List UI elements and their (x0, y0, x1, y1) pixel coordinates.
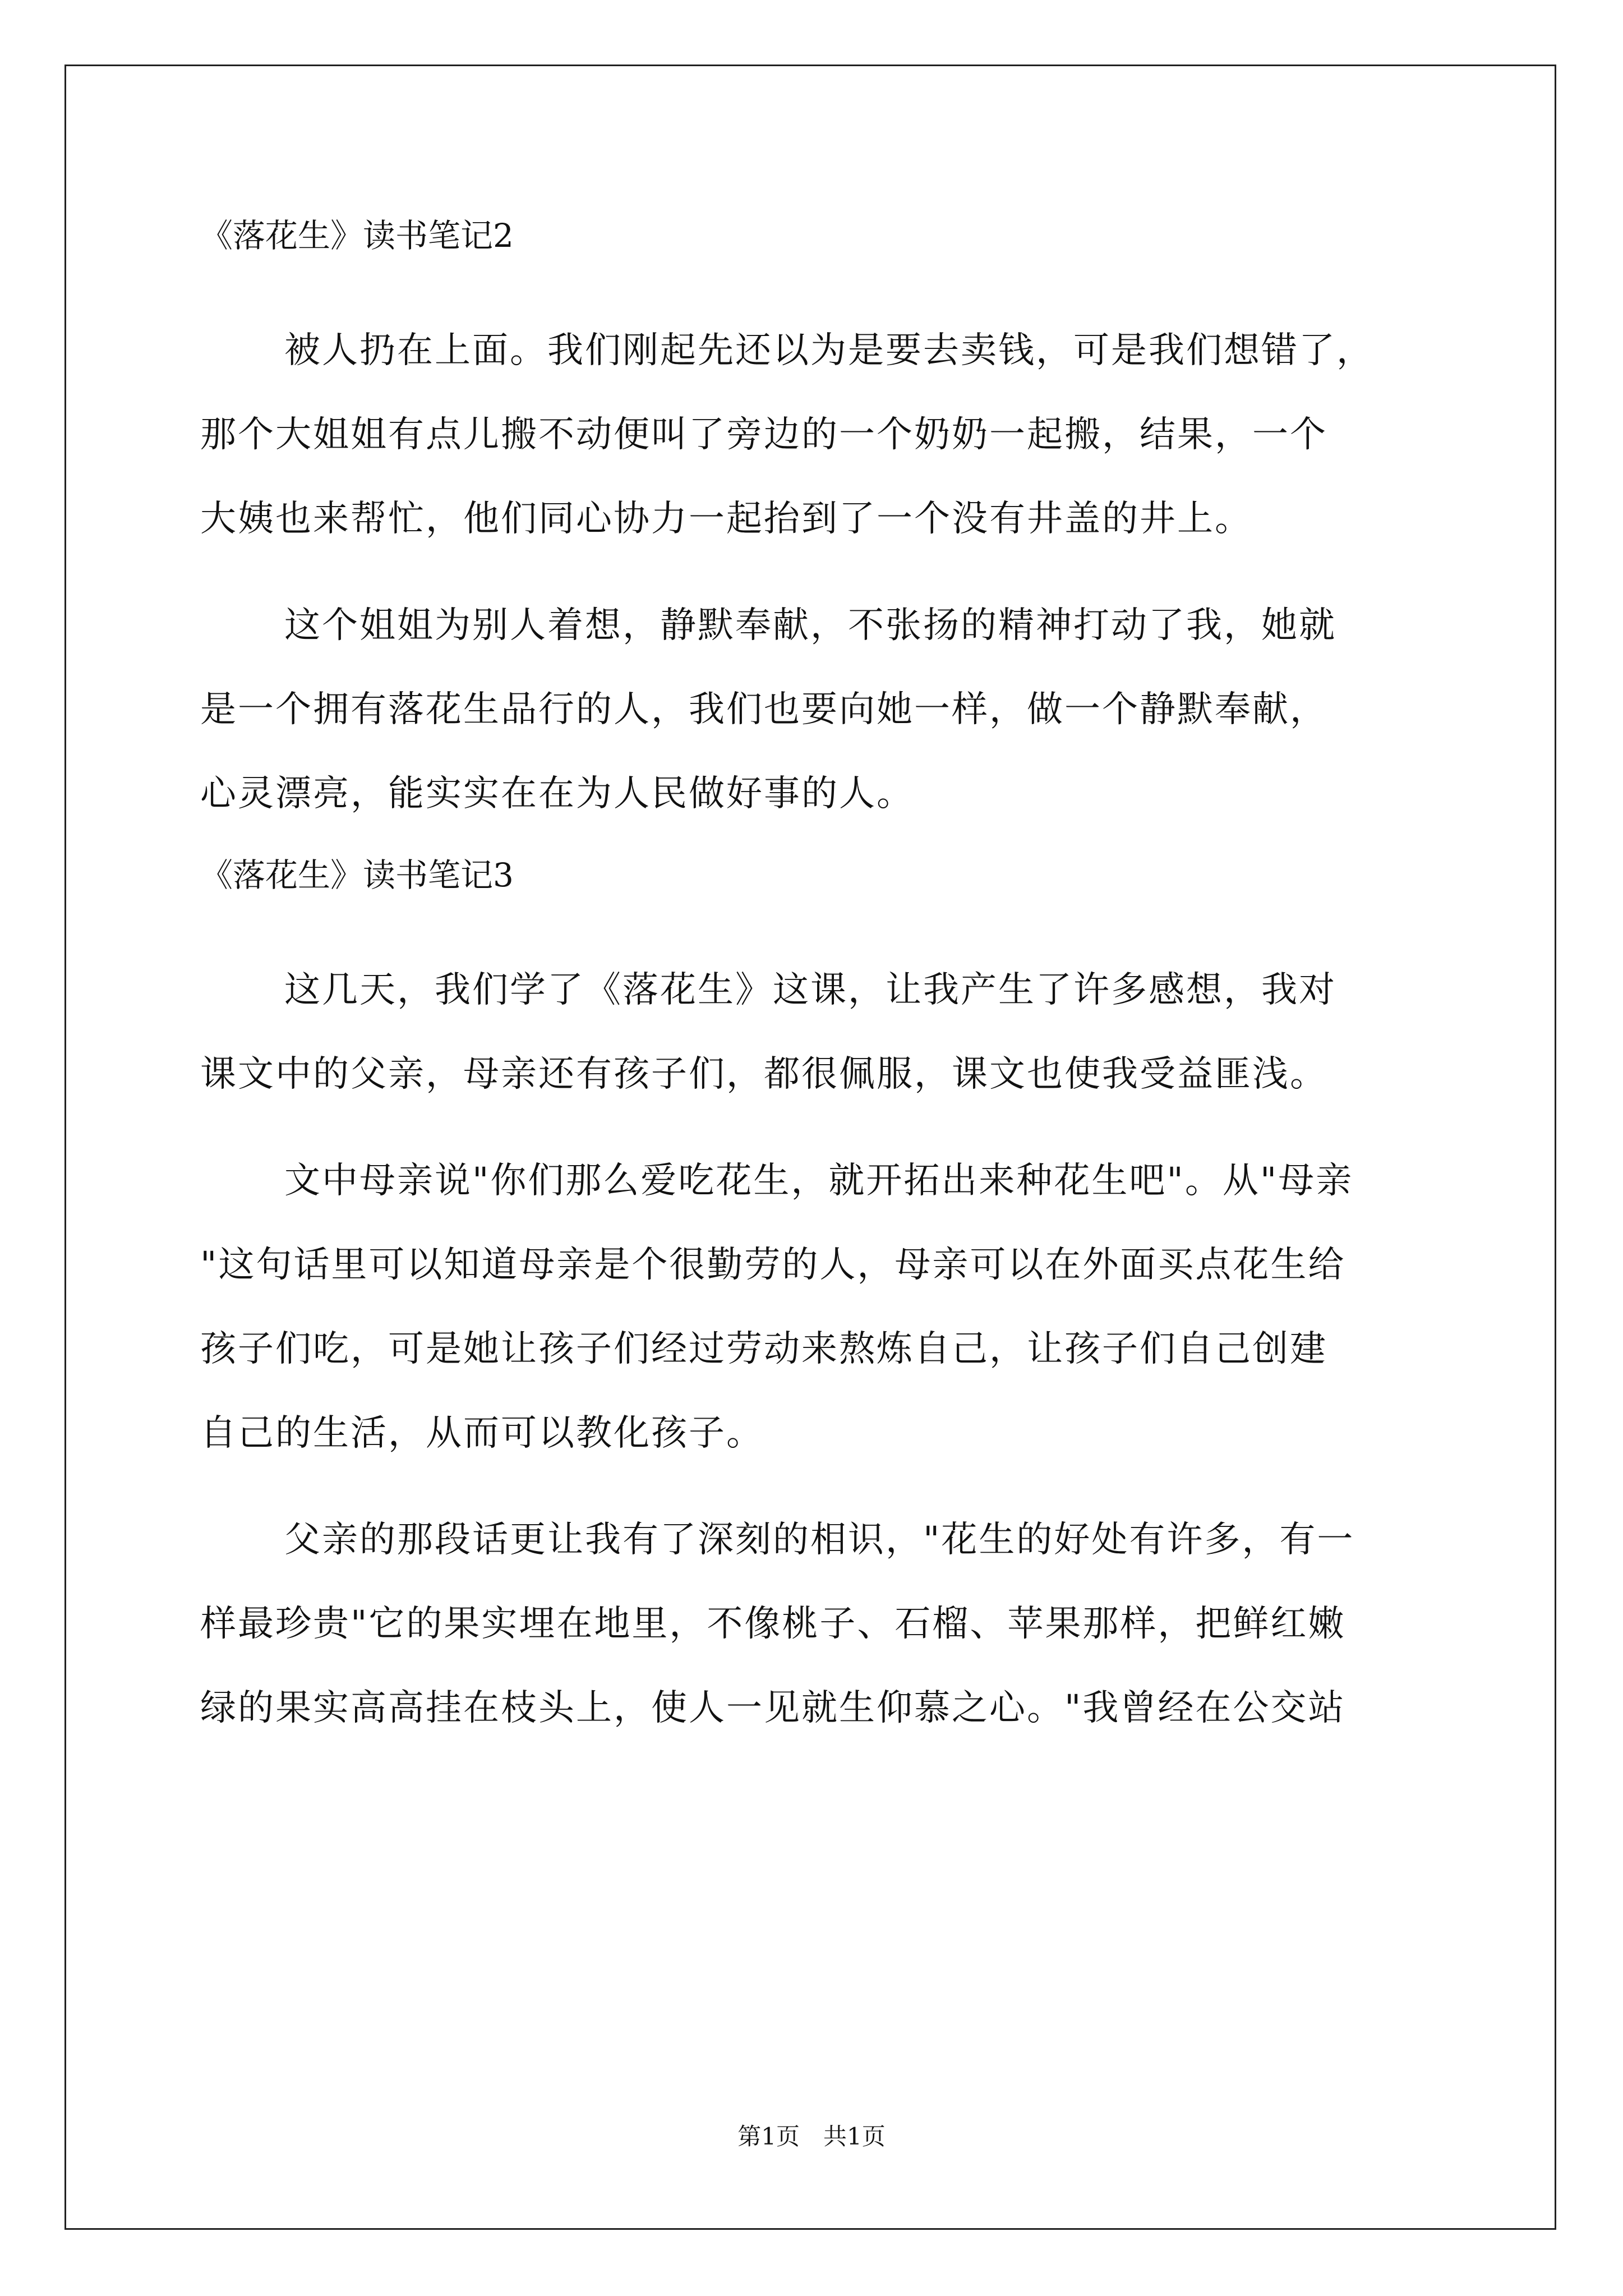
page-footer: 第1页 共1页 (737, 2123, 886, 2150)
text-line: 那个大姐姐有点儿搬不动便叫了旁边的一个奶奶一起搬，结果，一个 (200, 414, 1327, 455)
text-line: 是一个拥有落花生品行的人，我们也要向她一样，做一个静默奉献， (200, 689, 1327, 730)
paragraph (200, 1139, 1434, 1475)
section-heading: 《落花生》读书笔记2 (200, 217, 514, 255)
text-line: 绿的果实高高挂在枝头上，使人一见就生仰慕之心。"我曾经在公交站 (200, 1687, 1346, 1729)
paragraph (200, 1498, 1434, 1750)
document-body (200, 219, 1434, 1750)
text-line: 这个姐姐为别人着想，静默奉献，不张扬的精神打动了我，她就 (284, 605, 1336, 646)
text-line: 被人扔在上面。我们刚起先还以为是要去卖钱，可是我们想错了， (284, 330, 1374, 371)
text-line: 课文中的父亲，母亲还有孩子们，都很佩服，课文也使我受益匪浅。 (200, 1053, 1327, 1095)
text-line: 样最珍贵"它的果实埋在地里，不像桃子、石榴、苹果那样，把鲜红嫩 (200, 1603, 1346, 1645)
text-line: 文中母亲说"你们那么爱吃花生，就开拓出来种花生吧"。从"母亲 (284, 1160, 1354, 1202)
text-line: 这几天，我们学了《落花生》这课，让我产生了许多感想，我对 (284, 969, 1336, 1011)
paragraph (200, 309, 1434, 561)
text-line: 心灵漂亮，能实实在在为人民做好事的人。 (200, 773, 914, 815)
text-line: 父亲的那段话更让我有了深刻的相识，"花生的好处有许多，有一 (284, 1519, 1355, 1561)
text-line: 大姨也来帮忙，他们同心协力一起抬到了一个没有井盖的井上。 (200, 498, 1252, 540)
text-line: "这句话里可以知道母亲是个很勤劳的人，母亲可以在外面买点花生给 (200, 1244, 1346, 1286)
section-heading: 《落花生》读书笔记3 (200, 856, 514, 894)
text-line: 自己的生活，从而可以教化孩子。 (200, 1412, 764, 1454)
text-line: 孩子们吃，可是她让孩子们经过劳动来熬炼自己，让孩子们自己创建 (200, 1328, 1327, 1370)
paragraph (200, 948, 1434, 1116)
paragraph (200, 583, 1434, 836)
